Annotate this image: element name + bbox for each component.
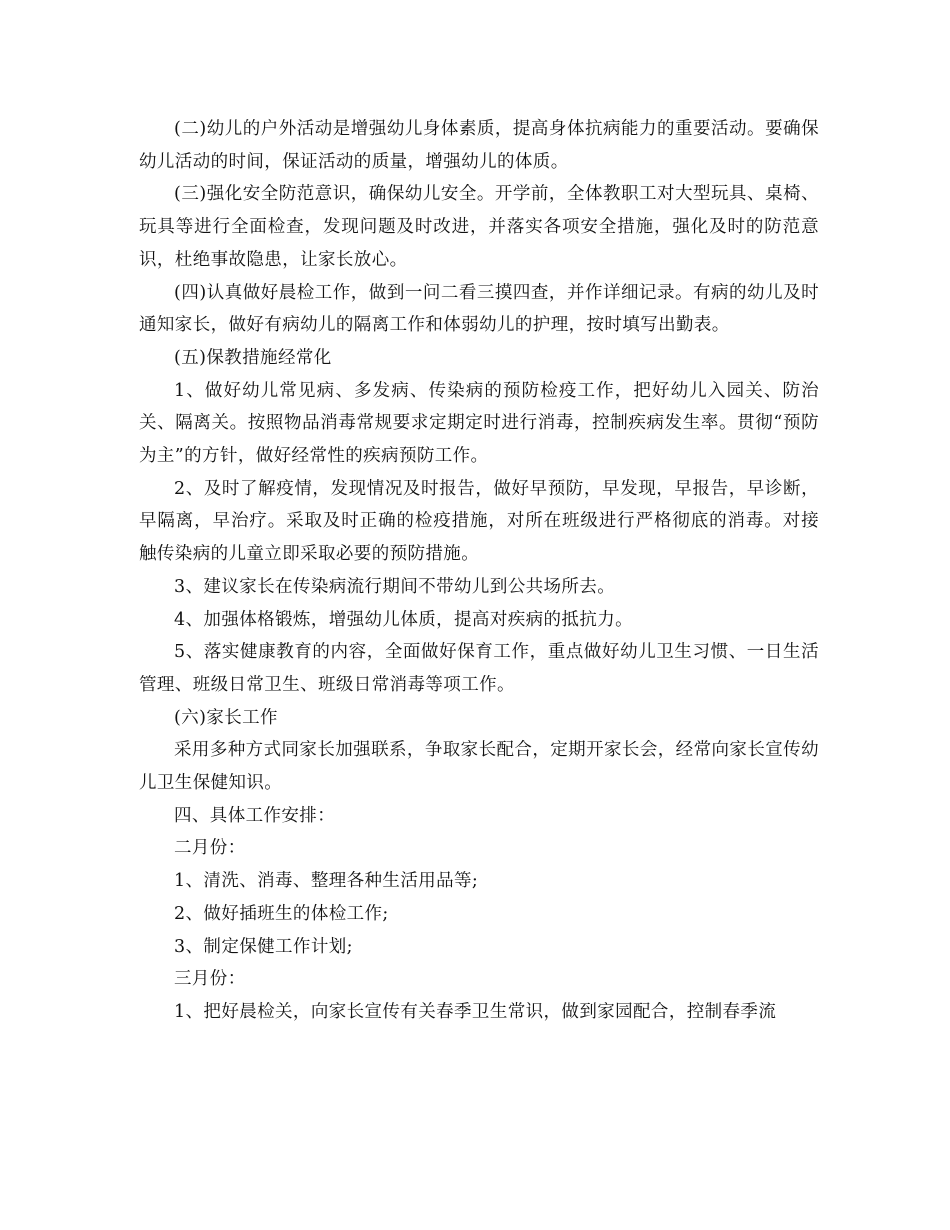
section-heading-measures: (五)保教措施经常化 <box>174 347 332 368</box>
list-item-mar-morning-check: 1、把好晨检关，向家长宣传有关春季卫生常识，做到家园配合，控制春季流 <box>174 1001 777 1022</box>
list-item-feb-plan: 3、制定保健工作计划; <box>174 936 353 957</box>
list-item-feb-cleaning: 1、清洗、消毒、整理各种生活用品等; <box>174 871 479 892</box>
section-heading-schedule: 四、具体工作安排： <box>174 805 336 826</box>
paragraph-parent-contact: 采用多种方式同家长加强联系，争取家长配合，定期开家长会，经常向家长宣传幼儿卫生保健知识。 <box>139 740 819 794</box>
month-heading-march: 三月份： <box>174 969 246 990</box>
paragraph-morning-check: (四)认真做好晨检工作，做到一问二看三摸四查，并作详细记录。有病的幼儿及时通知家长，做好有病幼儿的隔离工作和体弱幼儿的护理，按时填写出勤表。 <box>139 282 819 336</box>
section-heading-parents: (六)家长工作 <box>174 707 278 728</box>
list-item-health-education: 5、落实健康教育的内容，全面做好保育工作，重点做好幼儿卫生习惯、一日生活管理、班级日常卫生、班级日常消毒等项工作。 <box>139 642 819 695</box>
list-item-physical-exercise: 4、加强体格锻炼，增强幼儿体质，提高对疾病的抵抗力。 <box>174 609 634 630</box>
list-item-public-places: 3、建议家长在传染病流行期间不带幼儿到公共场所去。 <box>174 576 616 597</box>
list-item-epidemic-report: 2、及时了解疫情，发现情况及时报告，做好早预防，早发现，早报告，早诊断，早隔离，早治疗。采取及时正确的检疫措施，对所在班级进行严格彻底的消毒。对接触传染病的儿童立即采取必要的预防措施。 <box>139 478 819 565</box>
month-heading-february: 二月份： <box>174 838 246 859</box>
list-item-feb-checkup: 2、做好插班生的体检工作; <box>174 903 389 924</box>
paragraph-safety-awareness: (三)强化安全防范意识，确保幼儿安全。开学前，全体教职工对大型玩具、桌椅、玩具等进行全面检查，发现问题及时改进，并落实各项安全措施，强化及时的防范意识，杜绝事故隐患，让家长放心。 <box>139 184 819 270</box>
paragraph-outdoor-activity: (二)幼儿的户外活动是增强幼儿身体素质，提高身体抗病能力的重要活动。要确保幼儿活动的时间，保证活动的质量，增强幼儿的体质。 <box>139 119 819 172</box>
document-body <box>139 113 819 1029</box>
list-item-disease-prevention: 1、做好幼儿常见病、多发病、传染病的预防检疫工作，把好幼儿入园关、防治关、隔离关。按照物品消毒常规要求定期定时进行消毒，控制疾病发生率。贯彻“预防为主”的方针，做好经常性的疾病预防工作。 <box>139 380 819 467</box>
